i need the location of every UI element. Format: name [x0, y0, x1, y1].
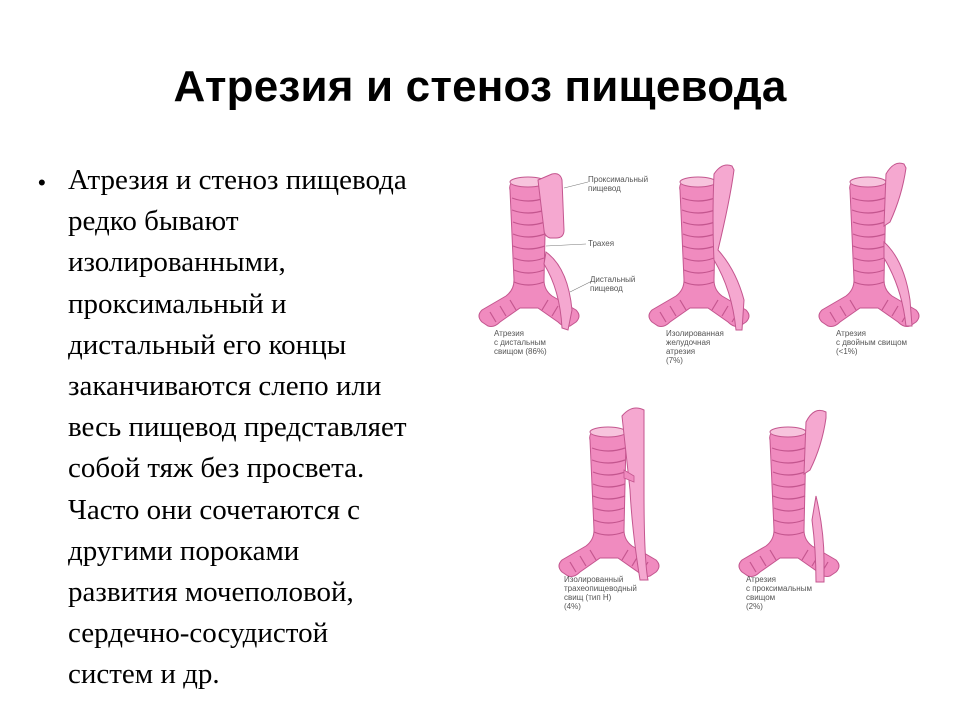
panel-2-caption — [666, 329, 724, 365]
panel-4-caption — [564, 575, 637, 611]
svg-text:желудочная: желудочная — [666, 338, 711, 347]
body-line: Атрезия и стеноз пищевода — [68, 164, 407, 196]
body-line: сердечно-сосудистой — [68, 617, 329, 650]
callout-label: пищевод — [590, 284, 623, 293]
panel-4-illustration — [559, 408, 659, 580]
body-line: систем и др. — [68, 658, 220, 691]
svg-text:Атрезия: Атрезия — [746, 575, 777, 584]
callout-label: Трахея — [588, 239, 615, 248]
body-line: редко бывают — [68, 205, 239, 238]
callout-label: Проксимальный — [588, 175, 649, 184]
svg-text:(2%): (2%) — [746, 602, 763, 611]
body-line: Часто они сочетаются с — [68, 493, 361, 526]
svg-text:(7%): (7%) — [666, 356, 683, 365]
panel-3-caption — [836, 329, 907, 356]
svg-text:Атрезия: Атрезия — [494, 329, 525, 338]
svg-text:свищом: свищом — [746, 593, 776, 602]
panel-5-illustration — [739, 410, 839, 582]
svg-text:(4%): (4%) — [564, 602, 581, 611]
svg-text:свищ (тип H): свищ (тип H) — [564, 593, 612, 602]
panel-5-caption — [746, 575, 812, 611]
body-text — [68, 160, 468, 696]
body-line: проксимальный и — [68, 287, 287, 320]
panel-2-illustration — [649, 165, 749, 330]
panel-1-illustration — [479, 174, 648, 330]
body-line: другими пороками — [68, 534, 300, 567]
body-line: собой тяж без просвета. — [68, 452, 365, 485]
svg-text:с двойным свищом: с двойным свищом — [836, 338, 908, 347]
svg-text:Изолированный: Изолированный — [564, 575, 624, 584]
svg-text:Атрезия: Атрезия — [836, 329, 867, 338]
svg-text:Изолированная: Изолированная — [666, 329, 724, 338]
body-line: заканчиваются слепо или — [68, 370, 382, 403]
svg-text:атрезия: атрезия — [666, 347, 696, 356]
slide-title: Атрезия и стеноз пищевода — [173, 62, 787, 111]
panel-3-illustration — [819, 163, 919, 326]
callout-label: Дистальный — [590, 275, 636, 284]
body-line: развития мочеполовой, — [68, 576, 354, 609]
svg-text:с дистальным: с дистальным — [494, 338, 546, 347]
body-line: дистальный его концы — [68, 328, 347, 361]
panel-1-caption — [494, 329, 547, 356]
svg-text:свищом (86%): свищом (86%) — [494, 347, 547, 356]
esophageal-atresia-illustration — [470, 150, 930, 630]
bullet-icon: • — [38, 170, 46, 195]
svg-text:трахеопищеводный: трахеопищеводный — [564, 584, 637, 593]
svg-text:с проксимальным: с проксимальным — [746, 584, 812, 593]
body-line: изолированными, — [68, 246, 286, 279]
body-line: весь пищевод представляет — [68, 411, 407, 444]
svg-text:(<1%): (<1%) — [836, 347, 858, 356]
callout-label: пищевод — [588, 184, 621, 193]
